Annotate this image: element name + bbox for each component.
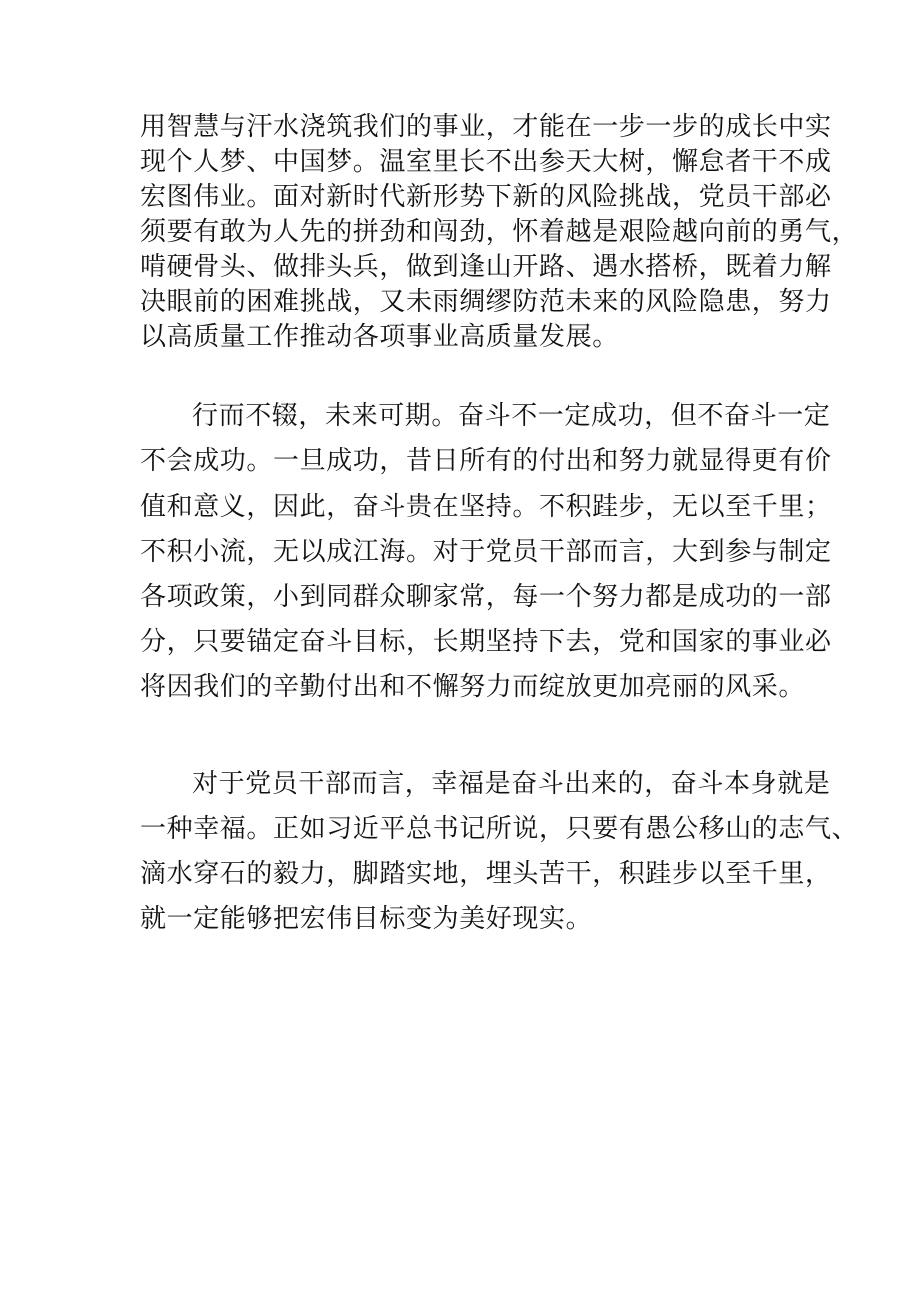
paragraph-line: 滴水穿石的毅力，脚踏实地，埋头苦干，积跬步以至千里， — [140, 859, 832, 889]
paragraph-line: 各项政策，小到同群众聊家常，每一个努力都是成功的一部 — [140, 582, 832, 612]
paragraph-line: 值和意义，因此，奋斗贵在坚持。不积跬步，无以至千里； — [140, 492, 832, 522]
paragraph-line: 啃硬骨头、做排头兵，做到逢山开路、遇水搭桥，既着力解 — [140, 252, 832, 282]
paragraph-line: 不积小流，无以成江海。对于党员干部而言，大到参与制定 — [140, 537, 832, 567]
paragraph-line: 对于党员干部而言，幸福是奋斗出来的，奋斗本身就是 — [192, 769, 831, 799]
paragraph-line: 分，只要锚定奋斗目标，长期坚持下去，党和国家的事业必 — [140, 627, 832, 657]
paragraph-line: 一种幸福。正如习近平总书记所说，只要有愚公移山的志气、 — [140, 814, 859, 844]
paragraph-line: 须要有敢为人先的拼劲和闯劲，怀着越是艰险越向前的勇气， — [140, 217, 859, 247]
paragraph-line: 以高质量工作推动各项事业高质量发展。 — [140, 322, 619, 352]
paragraph-line: 行而不辍，未来可期。奋斗不一定成功，但不奋斗一定 — [192, 401, 831, 431]
paragraph-line: 决眼前的困难挑战，又未雨绸缪防范未来的风险隐患，努力 — [140, 287, 832, 317]
paragraph-line: 现个人梦、中国梦。温室里长不出参天大树，懈怠者干不成 — [140, 147, 832, 177]
paragraph-line: 就一定能够把宏伟目标变为美好现实。 — [140, 904, 593, 934]
paragraph-line: 将因我们的辛勤付出和不懈努力而绽放更加亮丽的风采。 — [140, 672, 806, 702]
paragraph-line: 用智慧与汗水浇筑我们的事业，才能在一步一步的成长中实 — [140, 112, 832, 142]
paragraph-line: 不会成功。一旦成功，昔日所有的付出和努力就显得更有价 — [140, 446, 832, 476]
paragraph-line: 宏图伟业。面对新时代新形势下新的风险挑战，党员干部必 — [140, 182, 832, 212]
